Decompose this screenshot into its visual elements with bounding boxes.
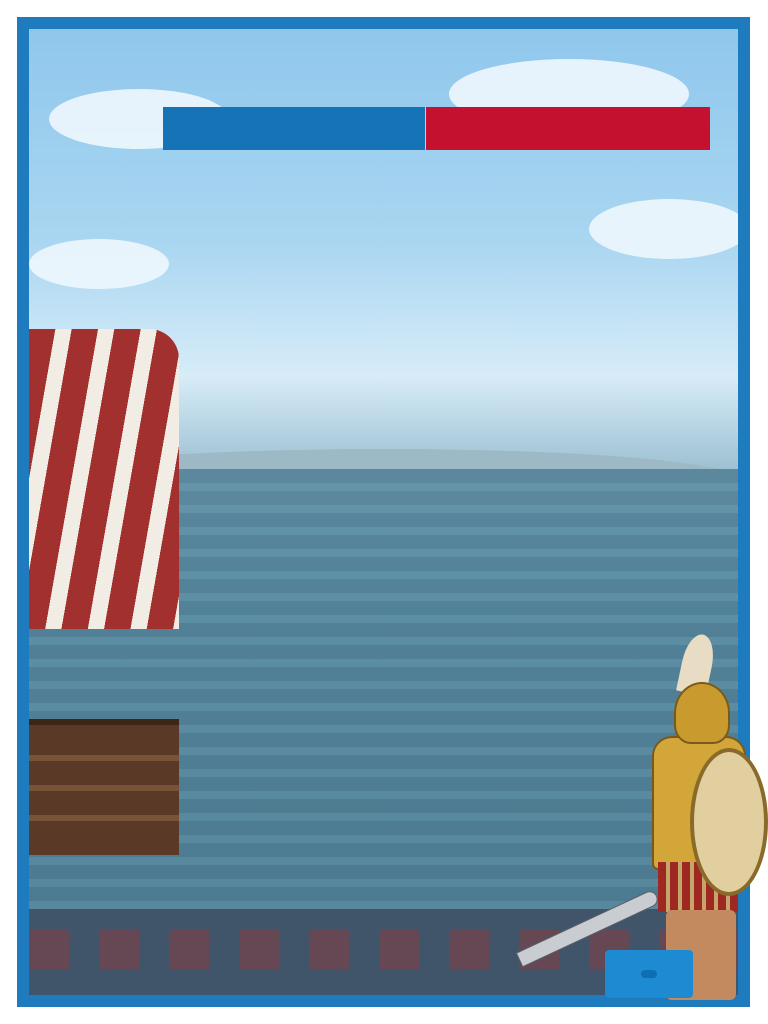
athens-column-header <box>163 107 425 150</box>
ship-hull <box>29 719 179 855</box>
ship-sail <box>29 329 179 629</box>
twinkl-logo <box>605 950 693 998</box>
shield-icon <box>690 748 768 896</box>
helmet-icon <box>674 682 730 744</box>
logo-text <box>641 970 657 978</box>
comparison-table <box>163 107 710 150</box>
spartan-soldier-illustration <box>612 640 752 1000</box>
sparta-column-header <box>425 107 710 150</box>
